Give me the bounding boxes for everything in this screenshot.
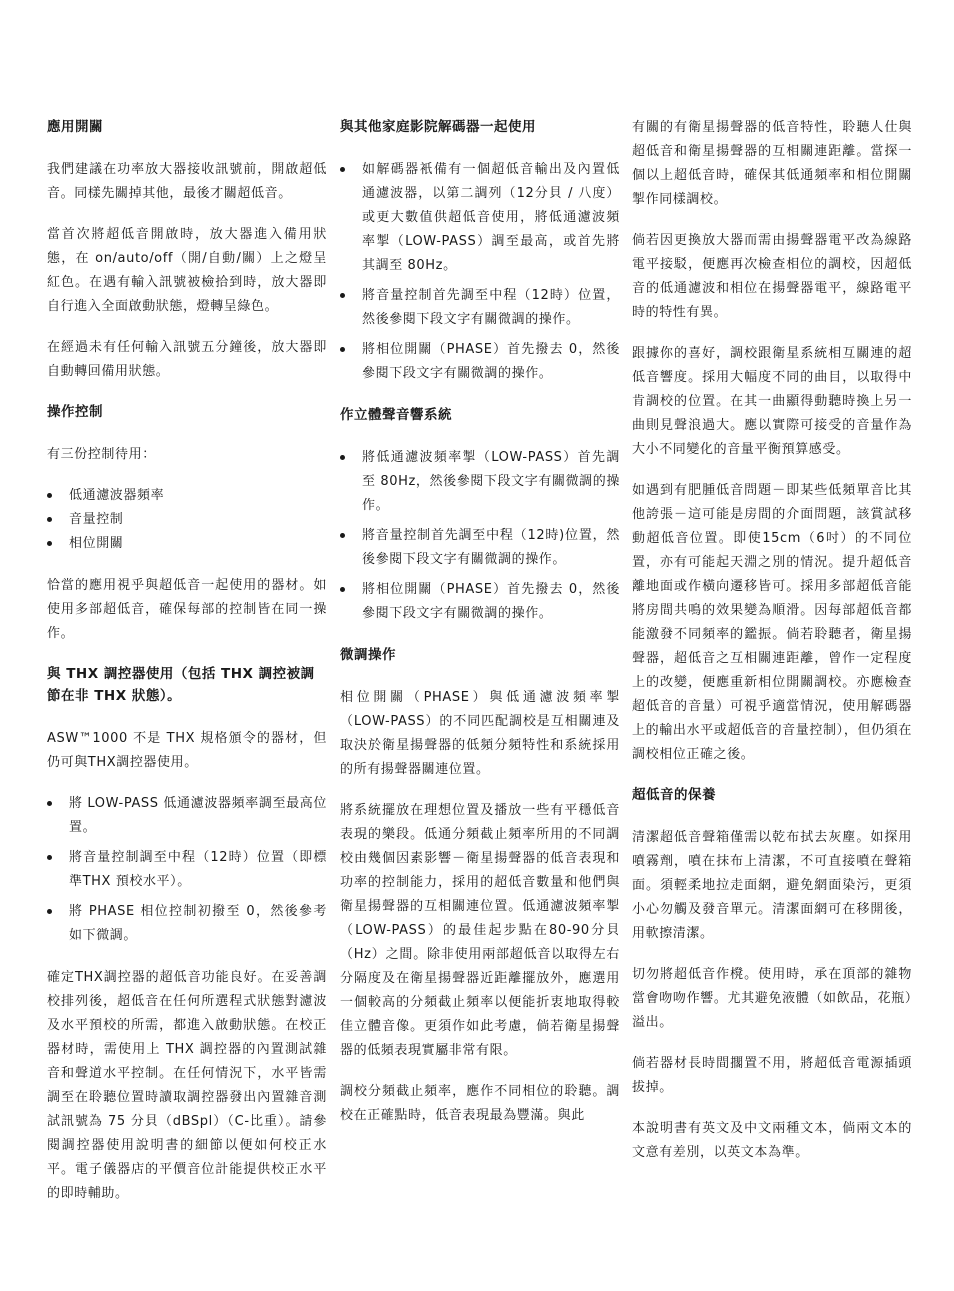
paragraph: 有關的有衛星揚聲器的低音特性，聆聽人仕與超低音和衛星揚聲器的互相關連距離。當探一個以上超低音時，確保其低通頻率和相位開關掣作同樣調校。 <box>632 120 912 207</box>
paragraph: 切勿將超低音作櫈。使用時，承在頂部的雜物當會吻吻作響。尤其避免液體（如飲品，花瓶）溢出。 <box>632 967 912 1030</box>
paragraph: 有三份控制待用： <box>47 447 156 462</box>
column-left <box>47 116 327 1223</box>
list-item: 將相位開關（PHASE）首先撥去 0，然後參閱下段文字有關微調的操作。 <box>340 578 620 626</box>
paragraph: 跟據你的喜好，調校跟衛星系統相互關連的超低音響度。採用大幅度不同的曲目，以取得中肯調校的位置。在其一曲顯得動聽時換上另一曲則見聲浪過大。應以實際可接受的音量作為大小不同變化的音量平衡預算感受。 <box>632 346 912 457</box>
heading-power-switch: 應用開關 <box>47 119 103 135</box>
paragraph: ASW™1000 不是 THX 規格頒令的器材，但仍可與THX調控器使用。 <box>47 731 327 770</box>
list-item: 將 PHASE 相位控制初撥至 0，然後參考如下微調。 <box>47 900 327 948</box>
list-item: 相位開關 <box>47 532 327 556</box>
bullet-icon <box>47 541 52 546</box>
bullet-icon <box>47 801 52 806</box>
bullet-icon <box>340 293 345 298</box>
bullet-icon <box>340 587 345 592</box>
heading-thx-controller: 與 THX 調控器使用（包括 THX 調控被調節在非 THX 狀態）。 <box>47 666 315 704</box>
bullet-icon <box>340 167 345 172</box>
bullet-icon <box>340 347 345 352</box>
paragraph: 在經過未有任何輸入訊號五分鐘後，放大器即自動轉回備用狀態。 <box>47 340 327 379</box>
paragraph: 倘若器材長時間擱置不用，將超低音電源插頭拔掉。 <box>632 1056 912 1095</box>
bullet-icon <box>47 855 52 860</box>
decoder-steps-list <box>340 158 620 386</box>
bullet-icon <box>47 517 52 522</box>
bullet-icon <box>340 533 345 538</box>
list-item: 如解碼器衹備有一個超低音輸出及內置低通濾波器，以第二調列（12分貝 / 八度）或更大數值供超低音使用，將低通濾波頻率掣（LOW-PASS）調至最高，或首先將其調至 80Hz。 <box>340 158 620 278</box>
paragraph: 我們建議在功率放大器接收訊號前，開啟超低音。同樣先關掉其他，最後才關超低音。 <box>47 162 327 201</box>
heading-maintenance: 超低音的保養 <box>632 787 716 803</box>
paragraph: 恰當的應用視乎與超低音一起使用的器材。如使用多部超低音，確保每部的控制皆在同一操作。 <box>47 578 327 641</box>
paragraph: 清潔超低音聲箱僅需以乾布拭去灰塵。如探用噴霧劑，噴在抹布上清潔，不可直接噴在聲箱面。須輕柔地拉走面網，避免網面染污，更須小心勿觸及發音單元。清潔面網可在移開後，用軟擦清潔。 <box>632 830 912 941</box>
bullet-icon <box>340 455 345 460</box>
heading-stereo-system: 作立體聲音響系統 <box>340 407 452 423</box>
paragraph: 本說明書有英文及中文兩種文本，倘兩文本的文意有差別，以英文本為準。 <box>632 1121 912 1160</box>
list-item: 音量控制 <box>47 508 327 532</box>
stereo-steps-list <box>340 446 620 626</box>
heading-operating-controls: 操作控制 <box>47 404 103 420</box>
paragraph: 調校分頻截止頻率，應作不同相位的聆聽。調校在正確點時，低音表現最為豐滿。與此 <box>340 1084 620 1123</box>
list-item: 將音量控制首先調至中程（12時)位置，然後參閱下段文字有關微調的操作。 <box>340 524 620 572</box>
paragraph: 如遇到有肥腫低音問題－即某些低頻單音比其他誇張－這可能是房間的介面問題，該賞試移動超低音位置。即使15cm（6吋）的不同位置，亦有可能起天淵之別的情況。提升超低音離地面或作橫向遷移皆可。採用多部超低音能將房間共鳴的效果變為順滑。因每部超低音都能激發不同頻率的鑑振。倘若聆聽者，衛星揚聲器，超低音之互相關連距離，曾作一定程度上的改變，便應重新相位開關調校。亦應檢查超低音的音量）可視乎適當情況，使用解碼器上的輸出水平或超低音的音量控制），但仍須在調校相位正確之後。 <box>632 483 912 762</box>
list-item: 將相位開關（PHASE）首先撥去 0，然後參閱下段文字有關微調的操作。 <box>340 338 620 386</box>
bullet-icon <box>47 493 52 498</box>
paragraph: 當首次將超低音開啟時，放大器進入備用狀態，在 on/auto/off（開/自動/關）上之燈呈紅色。在遇有輸入訊號被檢拾到時，放大器即自行進入全面啟動狀態，燈轉呈綠色。 <box>47 227 327 314</box>
paragraph: 相位開關（PHASE）與低通濾波頻率掣（LOW-PASS）的不同匹配調校是互相關連及取決於衛星揚聲器的低頻分頻特性和系統採用的所有揚聲器關連位置。 <box>340 690 620 777</box>
list-item: 低通濾波器頻率 <box>47 484 327 508</box>
thx-steps-list <box>47 792 327 948</box>
column-right <box>632 116 912 1182</box>
list-item: 將音量控制調至中程（12時）位置（即標準THX 預校水平）。 <box>47 846 327 894</box>
column-middle <box>340 116 620 1145</box>
paragraph: 倘若因更換放大器而需由揚聲器電平改為線路電平接駁，便應再次檢查相位的調校，因超低音的低通濾波和相位在揚聲器電平，線路電平時的特性有異。 <box>632 233 912 320</box>
list-item: 將低通濾波頻率掣（LOW-PASS）首先調至 80Hz，然後參閱下段文字有關微調的操作。 <box>340 446 620 518</box>
paragraph: 將系統擺放在理想位置及播放一些有平穩低音表現的樂段。低通分頻截止頻率所用的不同調校由幾個因素影響－衛星揚聲器的低音表現和功率的控制能力，採用的超低音數量和他們與衛星揚聲器的互相關連位置。低通濾波頻率掣（LOW-PASS）的最佳起步點在80-90分貝（Hz）之間。除非使用兩部超低音以取得左右分隔度及在衛星揚聲器近距離擺放外，應選用一個較高的分頻截止頻率以便能折衷地取得較佳立體音像。更須作如此考慮，倘若衛星揚聲器的低頻表現實屬非常有限。 <box>340 803 620 1058</box>
heading-fine-tuning: 微調操作 <box>340 647 396 663</box>
controls-list <box>47 484 327 556</box>
heading-other-decoders: 與其他家庭影院解碼器一起使用 <box>340 119 536 135</box>
bullet-icon <box>47 909 52 914</box>
list-item: 將音量控制首先調至中程（12時）位置，然後參閱下段文字有關微調的操作。 <box>340 284 620 332</box>
paragraph: 確定THX調控器的超低音功能良好。在妥善調校排列後，超低音在任何所選程式狀態對濾波及水平預校的所需，都進入啟動狀態。在校正器材時，需使用上 THX 調控器的內置測試雜音和聲道水平控制。在任何情況下，水平皆需調至在聆聽位置時讀取調控器發出內置雜音測試訊號為 75 分貝（dBSpl）（C-比重）。請參閱調控器使用說明書的細節以便如何校正水平。電子儀器店的平價音位計能提供校正水平的即時輔助。 <box>47 970 327 1201</box>
list-item: 將 LOW-PASS 低通濾波器頻率調至最高位置。 <box>47 792 327 840</box>
